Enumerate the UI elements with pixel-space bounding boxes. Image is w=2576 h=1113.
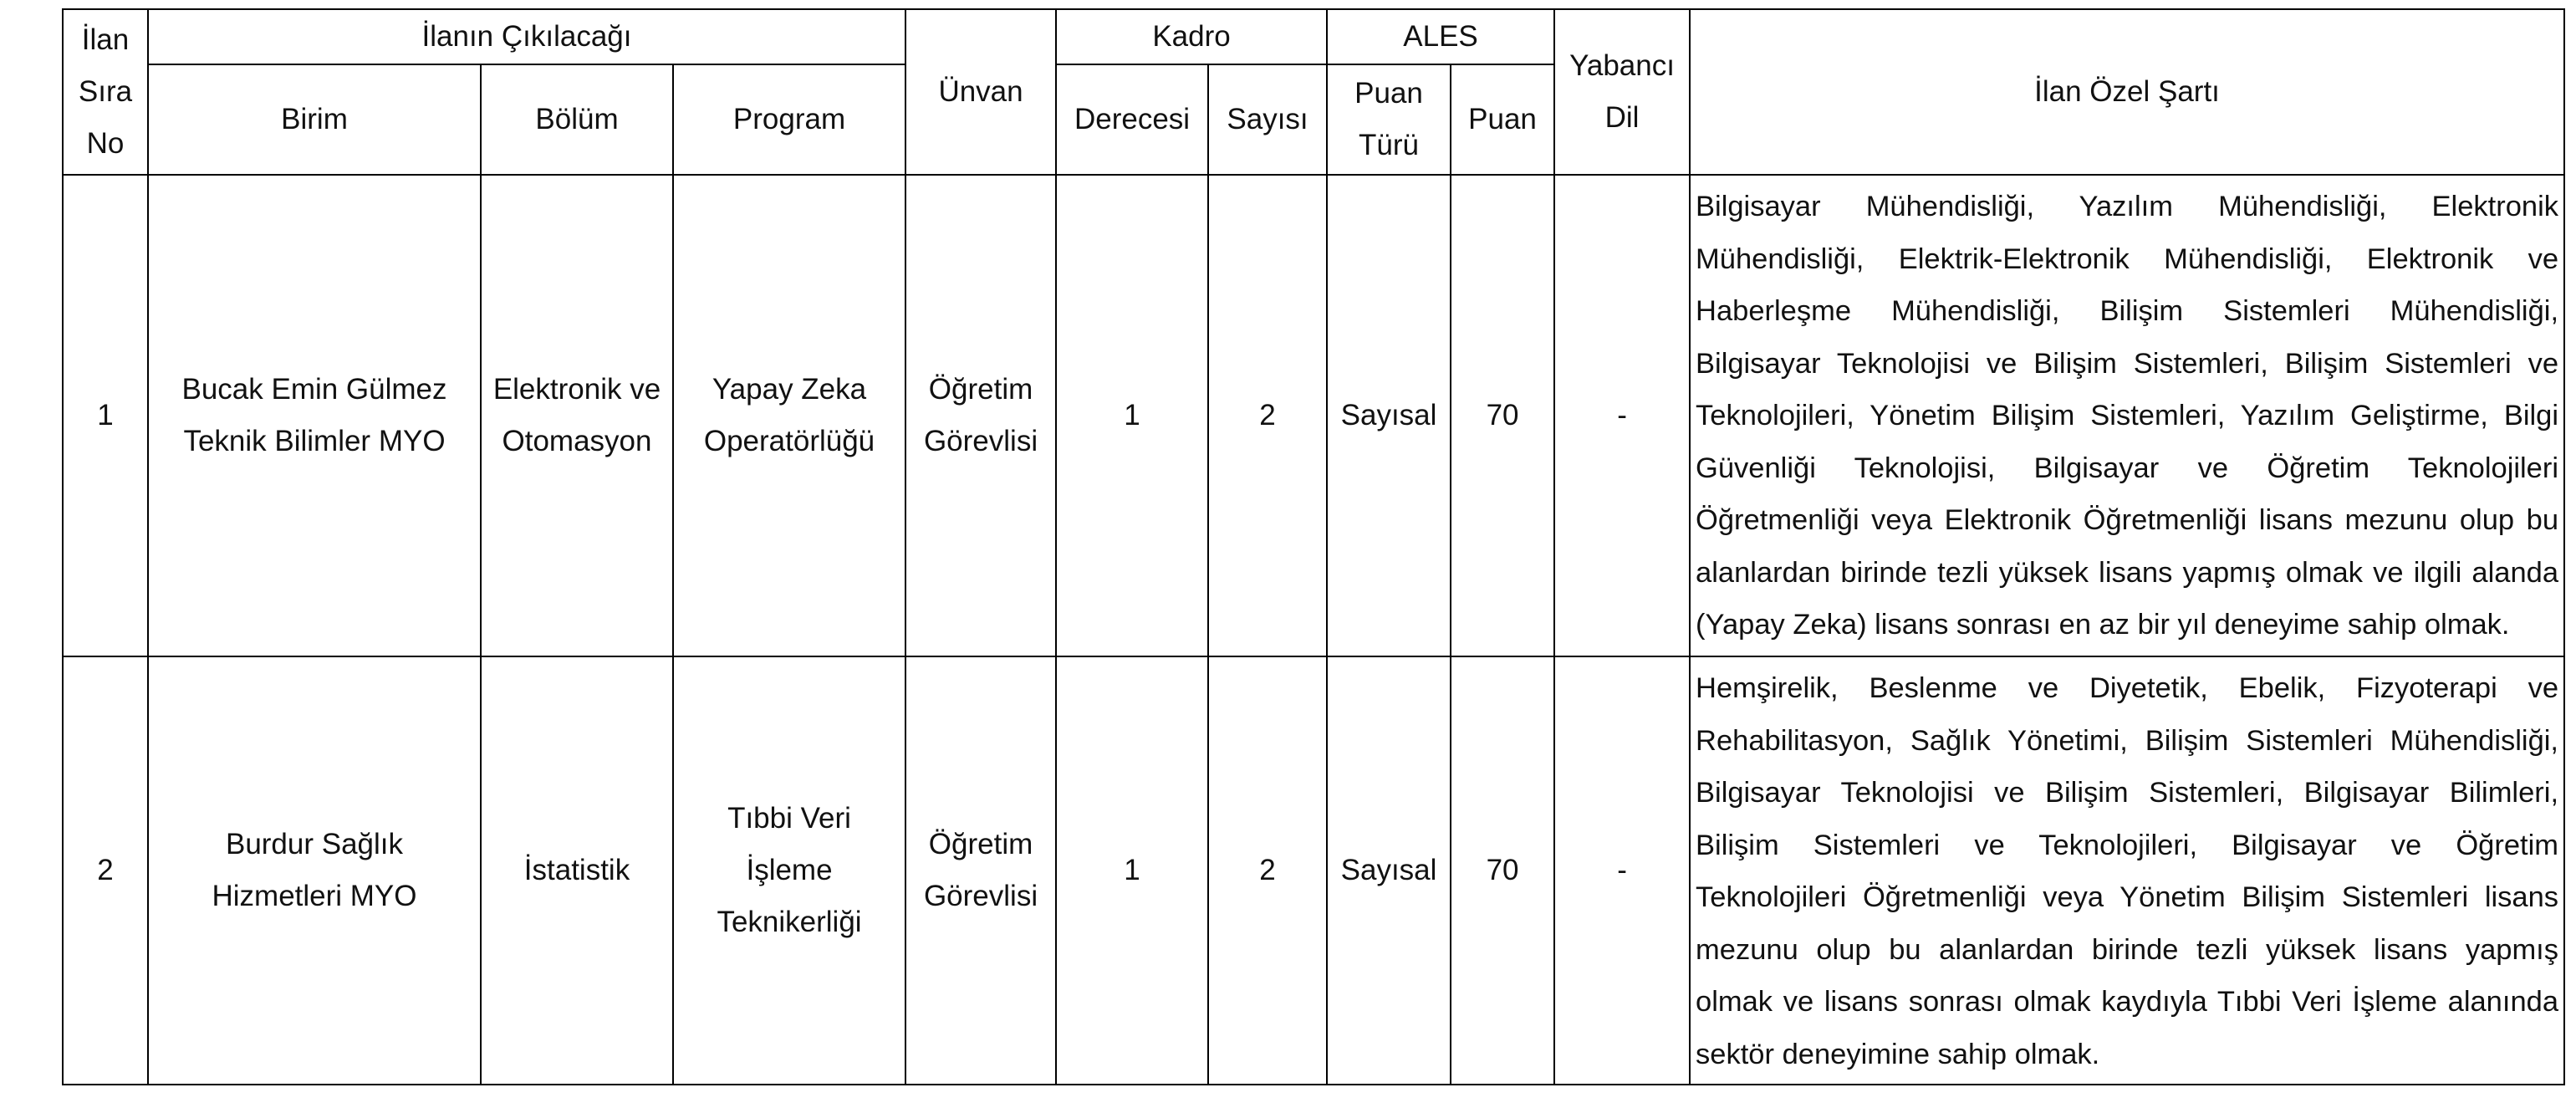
header-puan: Puan (1451, 64, 1554, 175)
cell-line: Hizmetleri MYO (212, 880, 417, 912)
cell-program (673, 656, 905, 1085)
cell-line: Operatörlüğü (703, 425, 875, 457)
cell-bolum (481, 175, 673, 656)
cell-derecesi: 1 (1056, 656, 1208, 1085)
header-yabanci-dil-line: Yabancı (1569, 49, 1675, 82)
header-cikacagi: İlanın Çıkılacağı (148, 9, 905, 64)
header-sira-no (63, 9, 148, 175)
cell-line: Otomasyon (502, 425, 652, 457)
cell-no: 1 (63, 175, 148, 656)
table-row (63, 656, 2564, 1085)
cell-line: Teknik Bilimler MYO (183, 425, 446, 457)
header-sira-no-line: İlan (81, 23, 130, 56)
cell-no: 2 (63, 656, 148, 1085)
cell-unvan (905, 175, 1056, 656)
header-yabanci-dil-line: Dil (1604, 101, 1640, 134)
cell-derecesi: 1 (1056, 175, 1208, 656)
header-derecesi: Derecesi (1056, 64, 1208, 175)
cell-ozel-sart-text: Hemşirelik, Beslenme ve Diyetetik, Ebelik, Fizyoterapi ve Rehabilitasyon, Sağlık Yönetimi, Bilişim Sistemleri Mühendisliği, Bilgisayar Teknolojisi ve Bilişim Sistemleri, Bilgisayar Bilimleri, Bilişim Sistemleri ve Teknolojileri, Bilgisayar ve Öğretim Teknolojileri Öğretmenliği veya Yönetim Bilişim Sistemleri lisans mezunu olup bu alanlardan birinde tezli yüksek lisans yapmış olmak ve lisans sonrası olmak kaydıyla Tıbbi Veri İşleme alanında sektör deneyimine sahip olmak. (1696, 672, 2559, 1070)
cell-puan: 70 (1451, 656, 1554, 1085)
job-postings-table (62, 8, 2565, 1085)
header-puan-turu-line: Puan (1354, 77, 1423, 110)
cell-birim (148, 656, 481, 1085)
header-sira-no-line: Sıra (78, 75, 133, 108)
cell-puan-turu: Sayısal (1327, 175, 1451, 656)
cell-line: Yapay Zeka (712, 373, 867, 406)
header-sira-no-line: No (86, 127, 125, 160)
cell-ozel-sart (1690, 656, 2564, 1085)
header-puan-turu-line: Türü (1359, 129, 1420, 161)
cell-line: İşleme (746, 854, 833, 886)
cell-unvan (905, 656, 1056, 1085)
header-program: Program (673, 64, 905, 175)
header-puan-turu (1327, 64, 1451, 175)
cell-birim (148, 175, 481, 656)
cell-ozel-sart-text: Bilgisayar Mühendisliği, Yazılım Mühendisliği, Elektronik Mühendisliği, Elektrik-Elektronik Mühendisliği, Elektronik ve Haberleşme Mühendisliği, Bilişim Sistemleri Mühendisliği, Bilgisayar Teknolojisi ve Bilişim Sistemleri, Bilişim Sistemleri ve Teknolojileri, Yönetim Bilişim Sistemleri, Yazılım Geliştirme, Bilgi Güvenliği Teknolojisi, Bilgisayar ve Öğretim Teknolojileri Öğretmenliği veya Elektronik Öğretmenliği lisans mezunu olup bu alanlardan birinde tezli yüksek lisans yapmış olmak ve ilgili alanda (Yapay Zeka) lisans sonrası en az bir yıl deneyime sahip olmak. (1696, 191, 2559, 641)
cell-ozel-sart (1690, 175, 2564, 656)
cell-line: Görevlisi (923, 880, 1038, 912)
cell-line: Burdur Sağlık (225, 828, 404, 860)
cell-line: İstatistik (523, 854, 630, 886)
table-row (63, 175, 2564, 656)
header-yabanci-dil (1554, 9, 1690, 175)
header-unvan: Ünvan (905, 9, 1056, 175)
header-birim: Birim (148, 64, 481, 175)
cell-puan-turu: Sayısal (1327, 656, 1451, 1085)
cell-sayisi: 2 (1208, 175, 1327, 656)
cell-yabanci-dil: - (1554, 656, 1690, 1085)
header-sayisi: Sayısı (1208, 64, 1327, 175)
cell-program (673, 175, 905, 656)
cell-sayisi: 2 (1208, 656, 1327, 1085)
header-kadro: Kadro (1056, 9, 1327, 64)
cell-line: Tıbbi Veri (727, 802, 851, 835)
header-ozel-sart: İlan Özel Şartı (1690, 9, 2564, 175)
cell-line: Görevlisi (923, 425, 1038, 457)
cell-puan: 70 (1451, 175, 1554, 656)
cell-yabanci-dil: - (1554, 175, 1690, 656)
cell-line: Öğretim (928, 828, 1033, 860)
cell-line: Teknikerliği (717, 906, 862, 938)
header-bolum: Bölüm (481, 64, 673, 175)
cell-line: Öğretim (928, 373, 1033, 406)
cell-bolum (481, 656, 673, 1085)
cell-line: Bucak Emin Gülmez (181, 373, 447, 406)
cell-line: Elektronik ve (492, 373, 661, 406)
header-ales: ALES (1327, 9, 1554, 64)
